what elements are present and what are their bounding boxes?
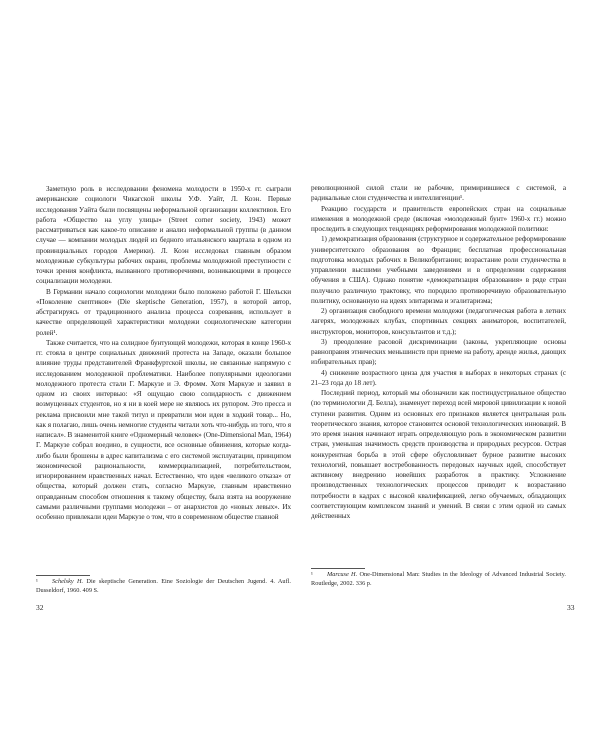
paragraph: революционной силой стали не рабочие, примирившиеся с системой, а радикальные слои студенчества и интеллигенции¹. bbox=[311, 184, 566, 203]
footnote-number: ¹ bbox=[36, 578, 38, 585]
footnote bbox=[36, 578, 291, 595]
page-number: 33 bbox=[567, 603, 575, 612]
list-item: 2) организация свободного времени молодежи (педагогическая работа в летних лагерях, молодежных клубах, спортивных секциях аниматоров, воспитателей, инструкторов, мониторов, консультантов и т.д.); bbox=[311, 307, 566, 336]
footnote-author: Marcuse H. bbox=[327, 571, 358, 578]
right-page bbox=[300, 0, 600, 750]
footnote-author: Schelsky H. bbox=[52, 578, 84, 585]
paragraph: В Германии начало социологии молодежи было положено работой Г. Шельски «Поколение скептиков» (Die skeptische Generation, 1957), в которой автор, абстрагируясь от традиционного анализа процесса созревания, использует в качестве определяющей характеристики молодежи социологические категории ролей¹. bbox=[36, 287, 291, 337]
list-item: 4) снижение возрастного ценза для участия в выборах в некоторых странах (с 21–23 года до 18 лет). bbox=[311, 368, 566, 387]
page-number: 32 bbox=[36, 603, 44, 612]
list-item: 3) преодоление расовой дискриминации (законы, укрепляющие основы равноправия этнических меньшинств при приеме на работу, аренде жилья, дающих избирательных прав); bbox=[311, 337, 566, 367]
left-body-text bbox=[36, 184, 291, 522]
right-body-text bbox=[311, 183, 566, 521]
paragraph: Последний период, который мы обозначили как постиндустриальное общество (по терминологии Д. Белла), знаменует переход всей мировой цивилизации к новой ступени развития. Одним из основных его признаков является центральная роль теоретического знания, которое становится основой технологических инноваций. В это время знания начинают играть определяющую роль в экономическом развитии стран, уменьшая значимость средств производства и природных ресурсов. Острая конкурентная борьба в этой сфере обусловливает бурное развитие высоких технологий, повышает востребованность передовых научных идей, способствует активному внедрению новейших разработок в практику. Усложнение производственных технологических процессов приводит к возрастанию потребности в кадрах с высокой квалификацией, легко обучаемых, обладающих соответствующим комплексом знаний и умений. В связи с этим одной из самых действенных bbox=[311, 389, 566, 520]
footnote-text: One-Dimensional Man: Studies in the Ideology of Advanced Industrial Society. Routledge, 2002. 336 p. bbox=[311, 571, 566, 587]
list-item: 1) демократизация образования (структурное и содержательное реформирование университетского образования во Франции; бесплатная профессиональная подготовка молодых рабочих в Великобритании; возрастание роли студенчества в управлении высшими учебными заведениями и в определении содержания обучения в США). Однако понятие «демократизация образования» в ряде стран получило различную трактовку, что породило противоречивую образовательную политику, основанную на идеях элитаризма и эгалитаризма; bbox=[311, 235, 566, 305]
footnote-number: ¹ bbox=[311, 571, 313, 578]
paragraph: Реакцию государств и правительств европейских стран на социальные изменения в молодежной среде (включая «молодежный бунт» 1960-х гг.) можно проследить в следующих тенденциях реформирования молодежной политики: bbox=[311, 204, 566, 233]
footnote bbox=[311, 571, 566, 588]
paragraph: Также считается, что на солидное бунтующей молодежи, которая в конце 1960-х гг. стояла в центре социальных движений протеста на Западе, оказали большое влияние труды представителей Франкфуртской школы, не связанные напрямую с исследованием молодежной проблематики. Наиболее популярными идеологами молодежного протеста стали Г. Маркузе и Э. Фромм. Хотя Маркузе и заявил в одном из своих интервью: «Я ощущаю свою солидарность с движением возмущенных студентов, но я ни в коей мере не являюсь их рупором. Это пресса и реклама присвоили мне такой титул и превратили мои идеи в ходкий товар... Но, как я полагаю, лишь очень немногие студенты читали хоть что-нибудь из того, что я написал». В знаменитой книге «Одномерный человек» (One-Dimensional Man, 1964) Г. Маркузе собрал воедино, в сущности, все основные обвинения, которые когда-либо были брошены в адрес капитализма с его системой эксплуатации, принципом экономической рациональности, коммерциализацией, потребительством, игнорированием нравственных начал. Естественно, что идея «великого отказа» от общества, который должен стать, согласно Маркузе, главным нравственно оправданным способом отношения к такому обществу, была взята на вооружение самыми различными группами молодежи – от анархистов до «новых левых». Их особенно привлекали идеи Маркузе о том, что в современном обществе главной bbox=[36, 338, 291, 521]
footnote-rule bbox=[311, 568, 365, 569]
footnote-rule bbox=[36, 575, 90, 576]
paragraph: Заметную роль в исследовании феномена молодости в 1950-х гг. сыграли американские социологи Чикагской школы У.Ф. Уайт, Л. Коэн. Первые исследования Уайта были посвящены неформальной организации коллективов. Его работа «Общество на углу улицы» (Street corner society, 1943) может рассматриваться как какое-то описание и анализ неформальной группы (в данном случае — компании молодых людей из бедного итальянского квартала в одном из провинциальных городов Америки). Л. Коэн исследовал главным образом молодежные субкультуры рабочих окраин, проблемы молодежной преступности с точки зрения конфликта, вызванного противоречиями, возникающими в процессе социализации молодежи. bbox=[36, 185, 291, 286]
footnote-text: Die skeptische Generation. Eine Soziologie der Deutschen Jugend. 4. Aufl. Dusseldorf, 1960. 409 S. bbox=[36, 578, 291, 594]
